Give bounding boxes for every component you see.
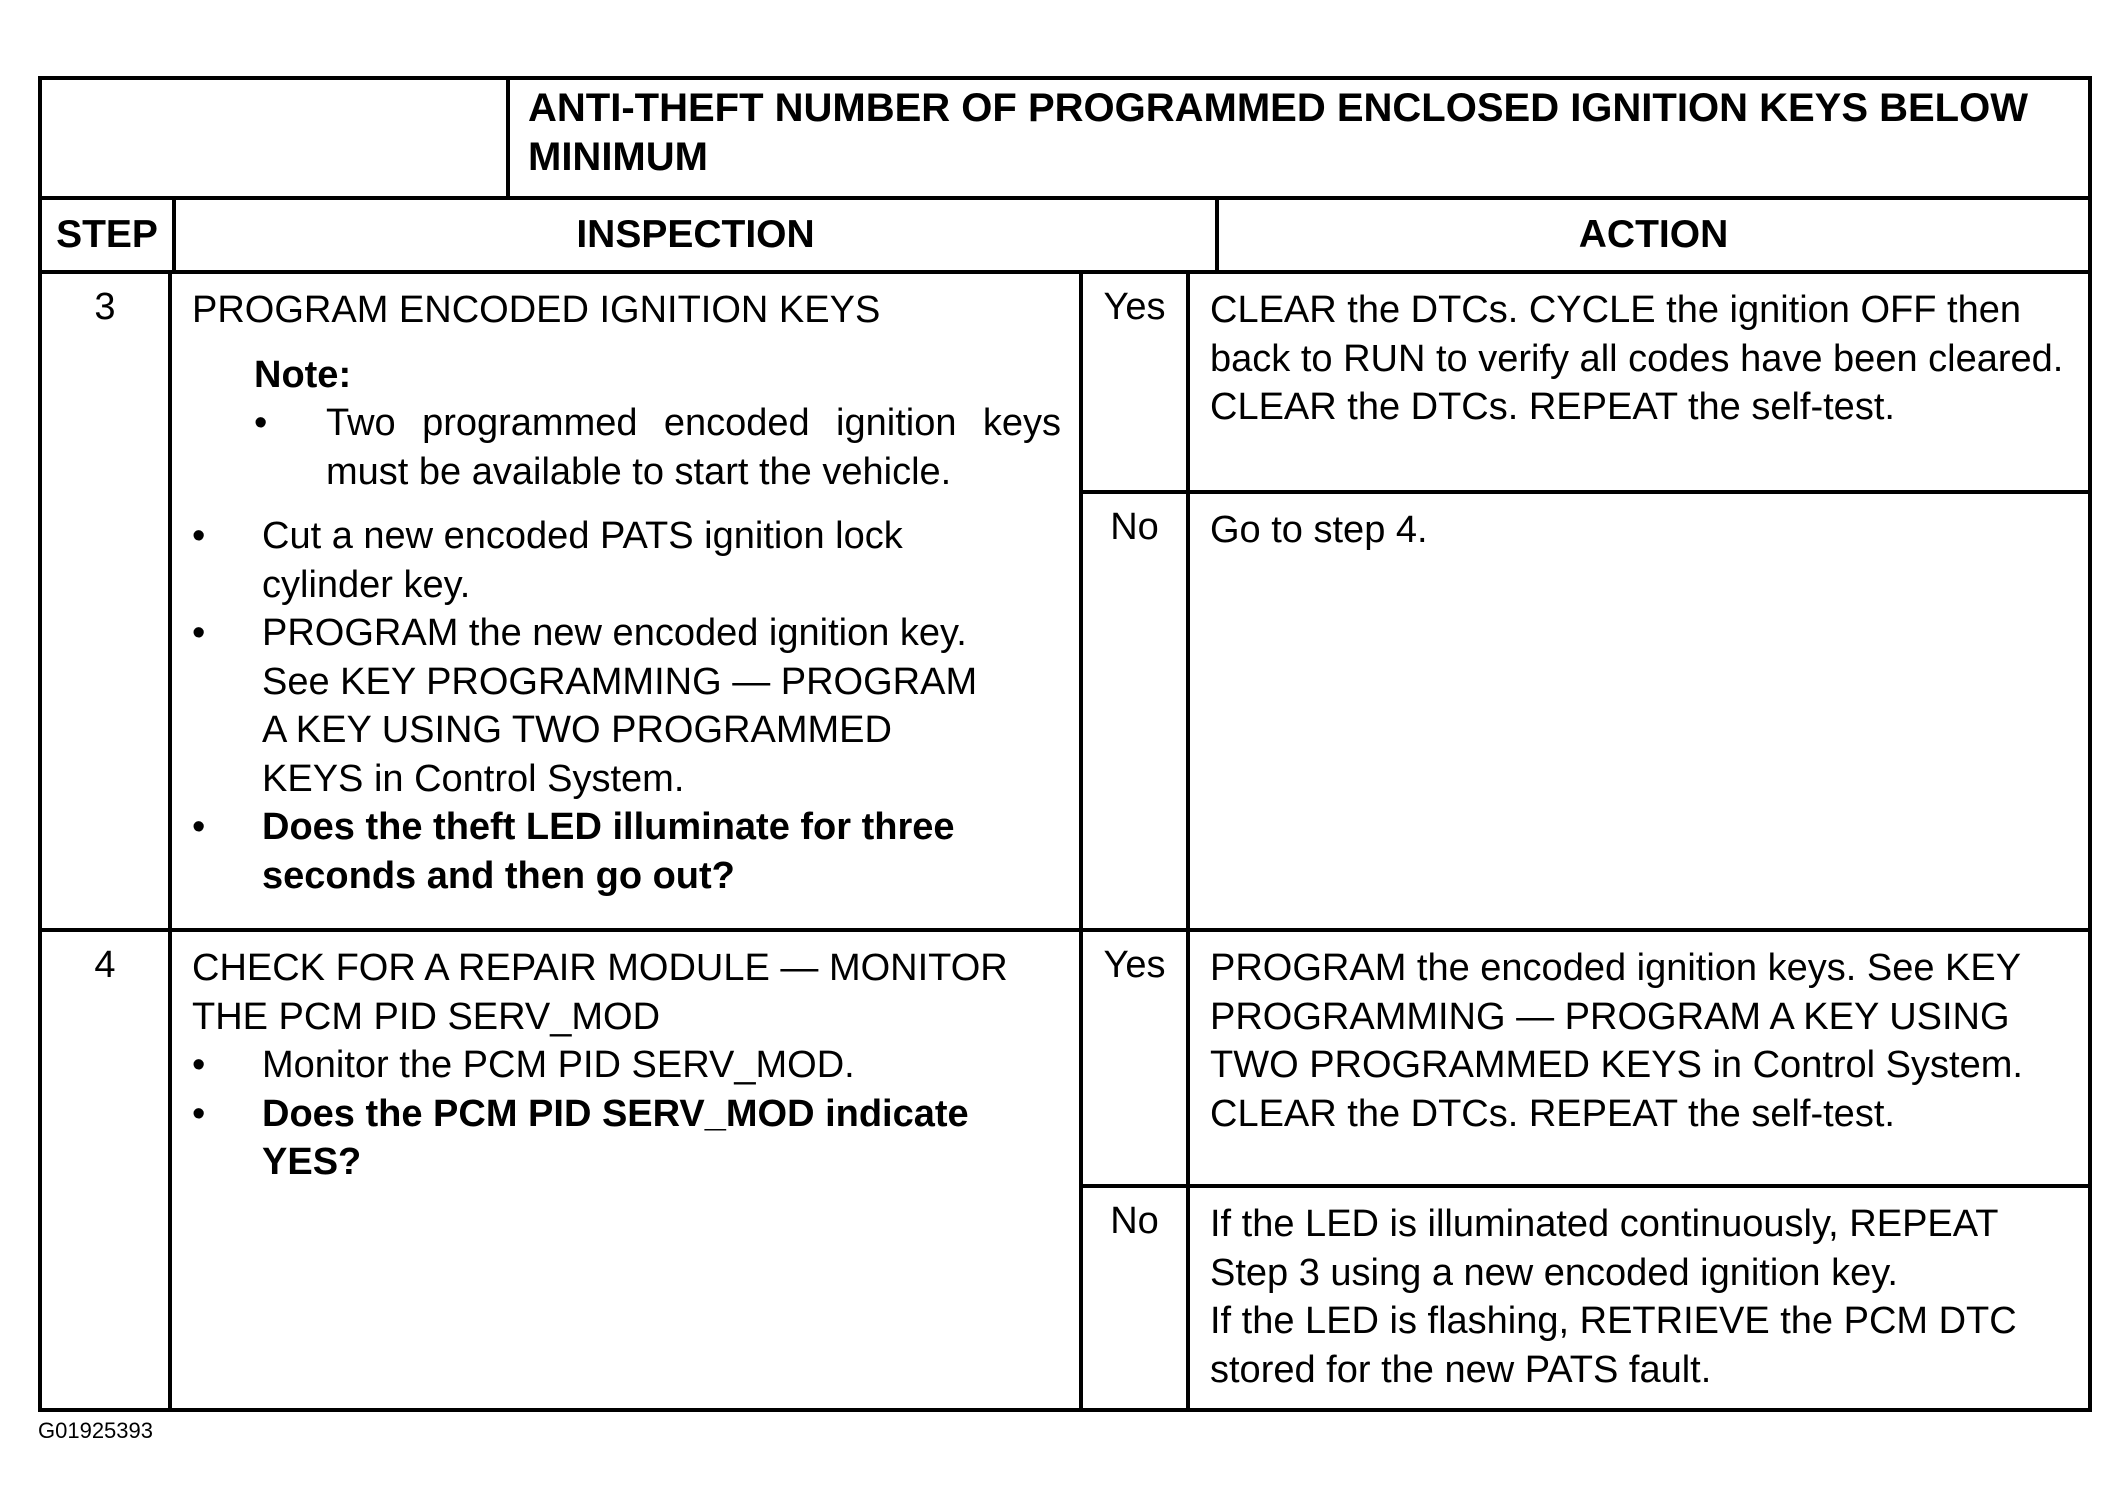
header-row [42, 200, 2088, 274]
no-action: Go to step 4. [1210, 509, 1428, 551]
bullet-icon: • [254, 402, 268, 444]
inspection-cell [172, 932, 1083, 1408]
yes-label: Yes [1083, 932, 1190, 1184]
no-label: No [1083, 494, 1190, 928]
inspection-bullet [192, 1041, 1061, 1090]
header-step: STEP [42, 200, 176, 270]
inspection-cell [172, 274, 1083, 928]
step-row-3 [42, 274, 2088, 932]
yes-row [1083, 274, 2088, 494]
inspection-bullet [192, 803, 1061, 900]
bullet-icon: • [192, 612, 206, 654]
inspection-heading: PROGRAM ENCODED IGNITION KEYS [192, 289, 881, 331]
inspection-bullet [192, 1090, 1061, 1187]
header-inspection: INSPECTION [176, 200, 1219, 270]
bullet-question: Does the theft LED illuminate for three seconds and then go out? [262, 806, 955, 897]
yes-row [1083, 932, 2088, 1188]
bullet-icon: • [192, 515, 206, 557]
result-cell [1083, 932, 2088, 1408]
inspection-heading: CHECK FOR A REPAIR MODULE — MONITOR THE PCM PID SERV_MOD [192, 947, 1008, 1038]
bullet-icon: • [192, 1092, 206, 1135]
bullet-text: PROGRAM the new encoded ignition key. See KEY PROGRAMMING — PROGRAM A KEY USING TWO PROGRAMMED KEYS in Control System. [262, 612, 978, 800]
step-number: 4 [42, 932, 172, 1408]
note-text: Two programmed encoded ignition keys must be available to start the vehicle. [326, 402, 1061, 493]
no-row [1083, 1188, 2088, 1408]
table-title: ANTI-THEFT NUMBER OF PROGRAMMED ENCLOSED IGNITION KEYS BELOW MINIMUM [528, 86, 2028, 179]
diagnostic-table [38, 76, 2092, 1412]
figure-id: G01925393 [38, 1418, 153, 1443]
bullet-text: Cut a new encoded PATS ignition lock cylinder key. [262, 515, 903, 606]
inspection-bullet [192, 609, 1061, 803]
step-row-4 [42, 932, 2088, 1408]
header-action: ACTION [1578, 213, 1729, 256]
no-action-line-1: If the LED is illuminated continuously, REPEAT Step 3 using a new encoded ignition key. [1210, 1203, 1998, 1294]
note-bullet [254, 399, 1061, 496]
yes-action: CLEAR the DTCs. CYCLE the ignition OFF then back to RUN to verify all codes have been cleared. CLEAR the DTCs. REPEAT the self-test. [1210, 289, 2064, 428]
bullet-icon: • [192, 806, 206, 848]
step-number: 3 [42, 274, 172, 928]
bullet-icon: • [192, 1044, 206, 1086]
note-label: Note: [254, 353, 352, 396]
yes-action: PROGRAM the encoded ignition keys. See KEY PROGRAMMING — PROGRAM A KEY USING TWO PROGRAMMED KEYS in Control System. CLEAR the DTCs. REPEAT the self-test. [1210, 947, 2023, 1135]
inspection-bullet [192, 512, 1061, 609]
title-blank-cell [42, 80, 510, 196]
yes-label: Yes [1083, 274, 1190, 490]
no-action-line-2: If the LED is flashing, RETRIEVE the PCM DTC stored for the new PATS fault. [1210, 1300, 2017, 1391]
bullet-text: Monitor the PCM PID SERV_MOD. [262, 1044, 855, 1086]
result-cell [1083, 274, 2088, 928]
title-row [42, 80, 2088, 200]
no-row [1083, 494, 2088, 928]
bullet-question: Does the PCM PID SERV_MOD indicate YES? [262, 1092, 969, 1183]
no-action [1190, 1188, 2088, 1408]
no-label: No [1083, 1188, 1190, 1408]
